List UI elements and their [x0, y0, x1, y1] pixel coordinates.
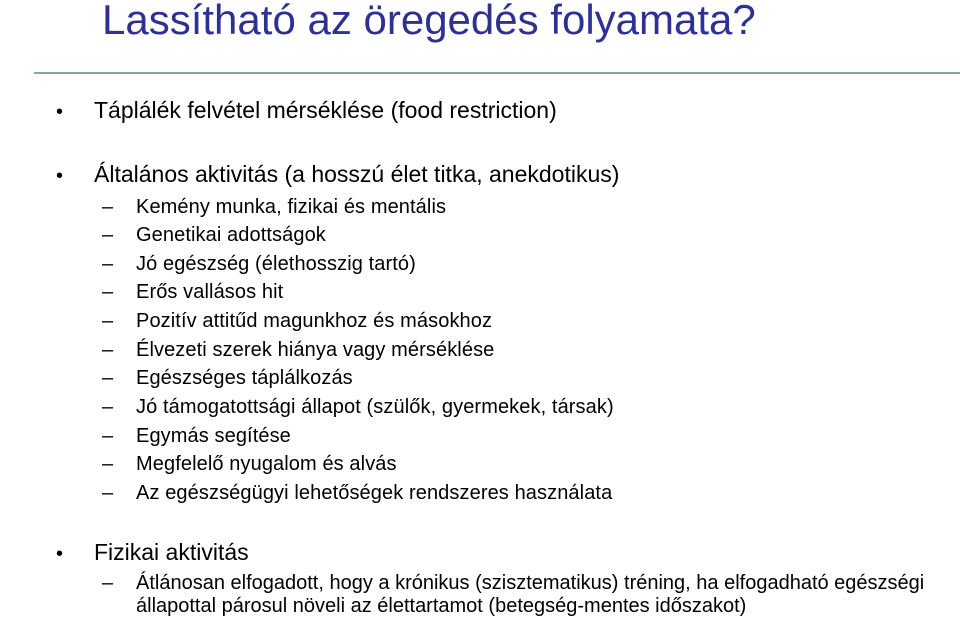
sub-item-text: Egymás segítése — [136, 425, 291, 447]
bullet-general-activity — [56, 161, 619, 189]
sub-item-rest-sleep — [102, 453, 397, 475]
sub-item-text: Élvezeti szerek hiánya vagy mérséklése — [136, 339, 495, 361]
bullet-icon: • — [56, 101, 64, 123]
dash-icon: – — [102, 572, 114, 594]
dash-icon: – — [102, 281, 114, 303]
dash-icon: – — [102, 253, 114, 275]
sub-item-support — [102, 396, 614, 418]
dash-icon: – — [102, 396, 114, 418]
bullet-food-restriction — [56, 97, 557, 125]
sub-item-faith — [102, 281, 283, 303]
sub-item-attitude — [102, 310, 492, 332]
slide-title: Lassítható az öregedés folyamata? — [102, 0, 756, 43]
title-divider — [34, 72, 960, 74]
sub-item-stimulants — [102, 339, 494, 361]
bullet-physical-activity — [56, 539, 249, 567]
sub-item-text: Egészséges táplálkozás — [136, 367, 353, 389]
sub-item-text: Pozitív attitűd magunkhoz és másokhoz — [136, 310, 493, 332]
dash-icon: – — [102, 224, 114, 246]
sub-item-text: Jó egészség (élethosszig tartó) — [136, 253, 416, 275]
sub-item-good-health — [102, 253, 416, 275]
dash-icon: – — [102, 367, 114, 389]
dash-icon: – — [102, 482, 114, 504]
bullet-icon: • — [56, 165, 64, 187]
sub-item-hard-work — [102, 196, 446, 218]
sub-item-text: Kemény munka, fizikai és mentális — [136, 196, 447, 218]
sub-item-helping — [102, 425, 291, 447]
dash-icon: – — [102, 339, 114, 361]
bullet-icon: • — [56, 543, 64, 565]
dash-icon: – — [102, 196, 114, 218]
sub-item-training — [102, 572, 942, 618]
sub-item-text: Jó támogatottsági állapot (szülők, gyermekek, társak) — [136, 396, 614, 418]
sub-item-text: Megfelelő nyugalom és alvás — [136, 453, 397, 475]
sub-item-text: Erős vallásos hit — [136, 281, 284, 303]
sub-item-healthcare — [102, 482, 612, 504]
dash-icon: – — [102, 425, 114, 447]
sub-item-text: Átlánosan elfogadott, hogy a krónikus (szisztematikus) tréning, ha elfogadható egészségi állapottal párosul növeli az élettartamot (betegség-mentes időszakot) — [136, 572, 925, 617]
sub-item-text: Az egészségügyi lehetőségek rendszeres használata — [136, 482, 613, 504]
bullet-text: Fizikai aktivitás — [94, 539, 249, 565]
sub-item-text: Genetikai adottságok — [136, 224, 326, 246]
bullet-text: Táplálék felvétel mérséklése (food restriction) — [94, 97, 557, 123]
sub-item-nutrition — [102, 367, 353, 389]
dash-icon: – — [102, 310, 114, 332]
sub-item-genetics — [102, 224, 326, 246]
dash-icon: – — [102, 453, 114, 475]
bullet-text: Általános aktivitás (a hosszú élet titka, anekdotikus) — [94, 161, 620, 187]
